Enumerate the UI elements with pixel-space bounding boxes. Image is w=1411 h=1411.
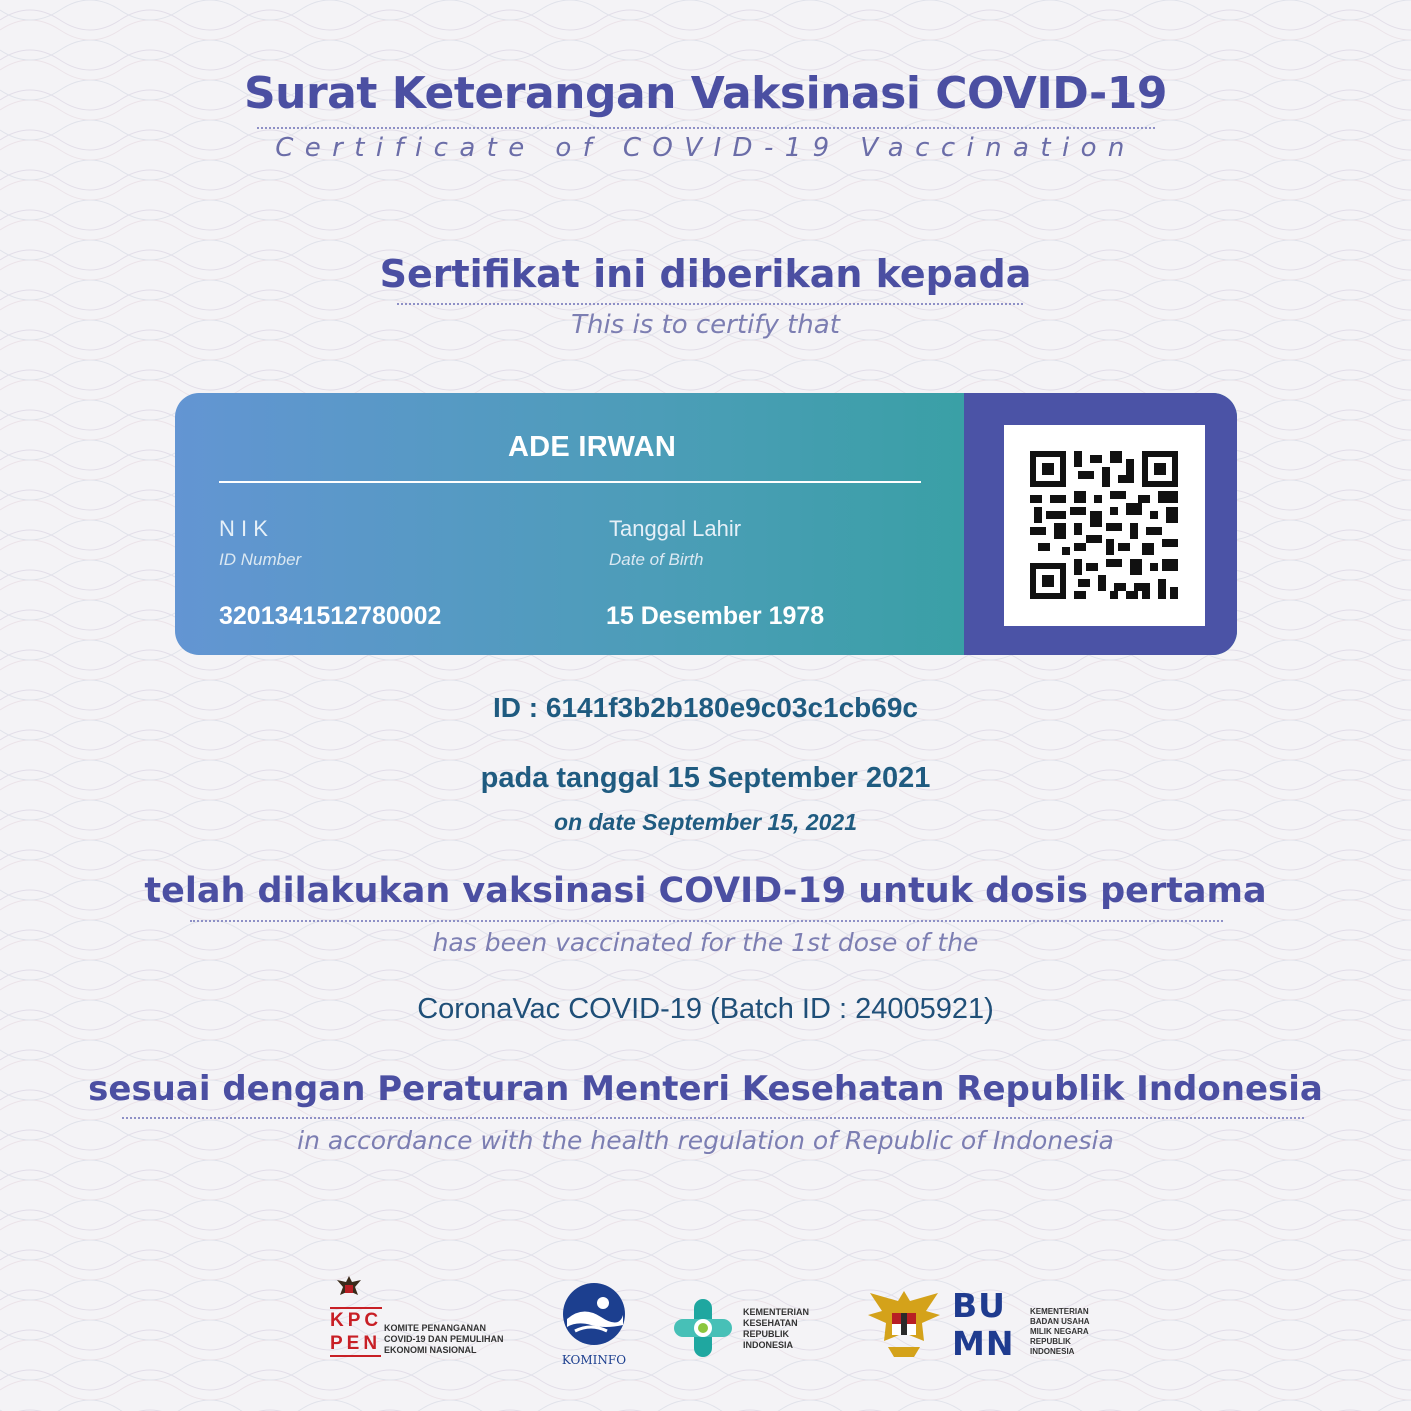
kemenkes-cross-icon — [670, 1295, 736, 1361]
title-divider — [257, 127, 1155, 129]
bumn-text-3: MILIK NEGARA — [1030, 1327, 1089, 1336]
bumn-text-4: REPUBLIK — [1030, 1337, 1071, 1346]
bumn-logo — [952, 1287, 1102, 1367]
kpcpen-text-2: COVID-19 DAN PEMULIHAN — [384, 1334, 504, 1344]
bumn-text-2: BADAN USAHA — [1030, 1317, 1090, 1326]
vaccination-date: pada tanggal 15 September 2021 — [480, 762, 931, 794]
dob-value: 15 Desember 1978 — [606, 602, 825, 630]
regulation-title: sesuai dengan Peraturan Menteri Kesehatan Republik Indonesia — [88, 1069, 1323, 1109]
kominfo-globe-icon — [561, 1281, 627, 1347]
qr-panel — [964, 393, 1237, 655]
dob-sublabel: Date of Birth — [609, 550, 704, 569]
vaccination-divider — [190, 920, 1223, 922]
bumn-text-1: KEMENTERIAN — [1030, 1307, 1089, 1316]
kpcpen-text-1: KOMITE PENANGANAN — [384, 1323, 487, 1333]
bumn-text-5: INDONESIA — [1030, 1347, 1075, 1356]
qr-code[interactable] — [1004, 425, 1205, 626]
garuda-pancasila-icon — [864, 1285, 944, 1367]
certify-title: Sertifikat ini diberikan kepada — [379, 252, 1032, 296]
kpcpen-text-3: EKONOMI NASIONAL — [384, 1345, 477, 1355]
vaccination-date-english: on date September 15, 2021 — [554, 809, 857, 835]
nik-label: N I K — [219, 516, 268, 541]
kemenkes-text-3: REPUBLIK — [743, 1329, 790, 1339]
nik-sublabel: ID Number — [219, 550, 302, 569]
regulation-subtitle: in accordance with the health regulation of Republic of Indonesia — [297, 1126, 1114, 1155]
dob-label: Tanggal Lahir — [609, 516, 742, 541]
certify-subtitle: This is to certify that — [571, 310, 840, 340]
kominfo-label: KOMINFO — [561, 1353, 627, 1367]
certify-divider — [397, 303, 1023, 305]
vaccine-batch: CoronaVac COVID-19 (Batch ID : 24005921) — [417, 993, 994, 1025]
vaccination-title: telah dilakukan vaksinasi COVID-19 untuk dosis pertama — [144, 871, 1267, 911]
kpcpen-mark-bottom: PEN — [330, 1333, 381, 1357]
kemenkes-text-4: INDONESIA — [743, 1340, 794, 1350]
kemenkes-text-2: KESEHATAN — [743, 1318, 798, 1328]
certificate-id: ID : 6141f3b2b180e9c03c1cb69c — [493, 692, 918, 723]
vaccination-subtitle: has been vaccinated for the 1st dose of the — [432, 928, 979, 957]
kominfo-logo — [552, 1281, 636, 1371]
kemenkes-text-1: KEMENTERIAN — [743, 1307, 810, 1317]
identity-card — [175, 393, 1237, 655]
certificate-title: Surat Keterangan Vaksinasi COVID-19 — [243, 68, 1168, 119]
garuda-small-icon — [334, 1273, 364, 1303]
qr-code-icon — [1030, 451, 1178, 599]
nik-value: 3201341512780002 — [219, 602, 442, 630]
holder-name: ADE IRWAN — [507, 431, 677, 463]
kemenkes-logo — [670, 1295, 830, 1365]
bumn-mark: BUMN — [952, 1286, 1015, 1363]
kpcpen-logo — [330, 1273, 530, 1373]
footer-logos — [0, 1265, 1411, 1375]
certificate-subtitle: Certificate of COVID-19 Vaccination — [275, 133, 1136, 163]
name-divider — [219, 481, 921, 483]
regulation-divider — [122, 1117, 1304, 1119]
kpcpen-mark-top: KPC — [330, 1307, 382, 1332]
